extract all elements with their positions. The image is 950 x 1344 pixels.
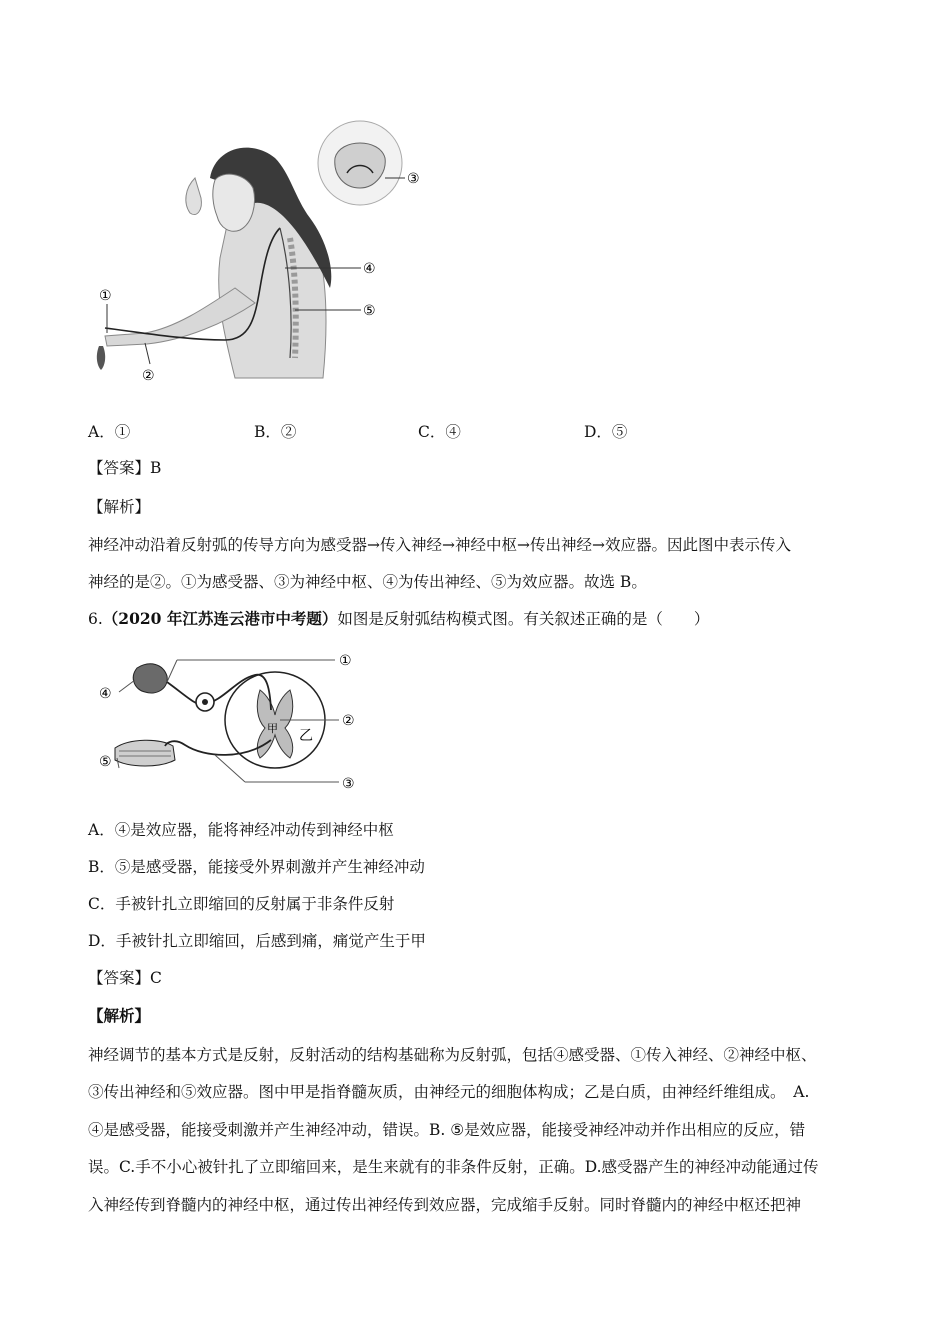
q5-option-c: C．④ — [418, 423, 461, 441]
q6-analysis-line-5: 入神经传到脊髓内的神经中枢，通过传出神经传到效应器，完成缩手反射。同时脊髓内的神经中枢还把神 — [88, 1196, 802, 1214]
q6-number: 6. — [88, 610, 103, 628]
figure2-label-1: ① — [339, 653, 352, 669]
q5-analysis-line-2: 神经的是②。①为感受器、③为神经中枢、④为传出神经、⑤为效应器。故选 B。 — [88, 573, 647, 591]
label-jia: 甲 — [267, 722, 278, 735]
q6-option-b: B．⑤是感受器，能接受外界刺激并产生神经冲动 — [88, 858, 425, 876]
figure1-label-5: ⑤ — [363, 303, 376, 319]
figure2-label-5: ⑤ — [99, 754, 112, 770]
q5-option-d: D．⑤ — [584, 423, 628, 441]
q6-source: （2020 年江苏连云港市中考题） — [102, 609, 338, 628]
reflex-arc-diagram — [95, 650, 385, 800]
figure1-label-4: ④ — [363, 261, 376, 277]
figure2-label-2: ② — [342, 713, 355, 729]
q5-option-b: B．② — [254, 423, 297, 441]
q5-answer: 【答案】B — [88, 459, 162, 477]
q6-answer: 【答案】C — [88, 969, 162, 987]
q6-analysis-line-3: ④是感受器，能接受刺激并产生神经冲动，错误。B. ⑤是效应器，能接受神经冲动并作出相应的反应，错 — [88, 1121, 806, 1139]
q6-option-d: D．手被针扎立即缩回，后感到痛，痛觉产生于甲 — [88, 932, 426, 950]
figure1-label-1: ① — [99, 288, 112, 304]
q6-option-c: C．手被针扎立即缩回的反射属于非条件反射 — [88, 895, 395, 913]
figure2-label-4: ④ — [99, 686, 112, 702]
q5-option-a: A．① — [88, 423, 131, 441]
q6-stem — [88, 609, 709, 629]
q6-analysis-line-2: ③传出神经和⑤效应器。图中甲是指脊髓灰质，由神经元的细胞体构成；乙是白质，由神经纤维组成。 A. — [88, 1083, 810, 1101]
q6-option-a: A．④是效应器，能将神经冲动传到神经中枢 — [88, 821, 394, 839]
label-yi: 乙 — [299, 728, 313, 744]
figure1-label-2: ② — [142, 368, 155, 384]
q6-analysis-line-4: 误。C.手不小心被针扎了立即缩回来，是生来就有的非条件反射，正确。D.感受器产生的神经冲动能通过传 — [88, 1158, 819, 1176]
q6-analysis-heading: 【解析】 — [88, 1006, 151, 1025]
q6-question: 如图是反射弧结构模式图。有关叙述正确的是（ ） — [337, 610, 710, 628]
q6-analysis-line-1: 神经调节的基本方式是反射，反射活动的结构基础称为反射弧，包括④感受器、①传入神经、②神经中枢、 — [88, 1046, 817, 1064]
reflex-figure-person — [85, 118, 445, 408]
q5-analysis-heading: 【解析】 — [88, 498, 151, 516]
figure1-label-3: ③ — [407, 171, 420, 187]
q5-analysis-line-1: 神经冲动沿着反射弧的传导方向为感受器→传入神经→神经中枢→传出神经→效应器。因此图中表示传入 — [88, 536, 791, 554]
figure2-label-3: ③ — [342, 776, 355, 792]
